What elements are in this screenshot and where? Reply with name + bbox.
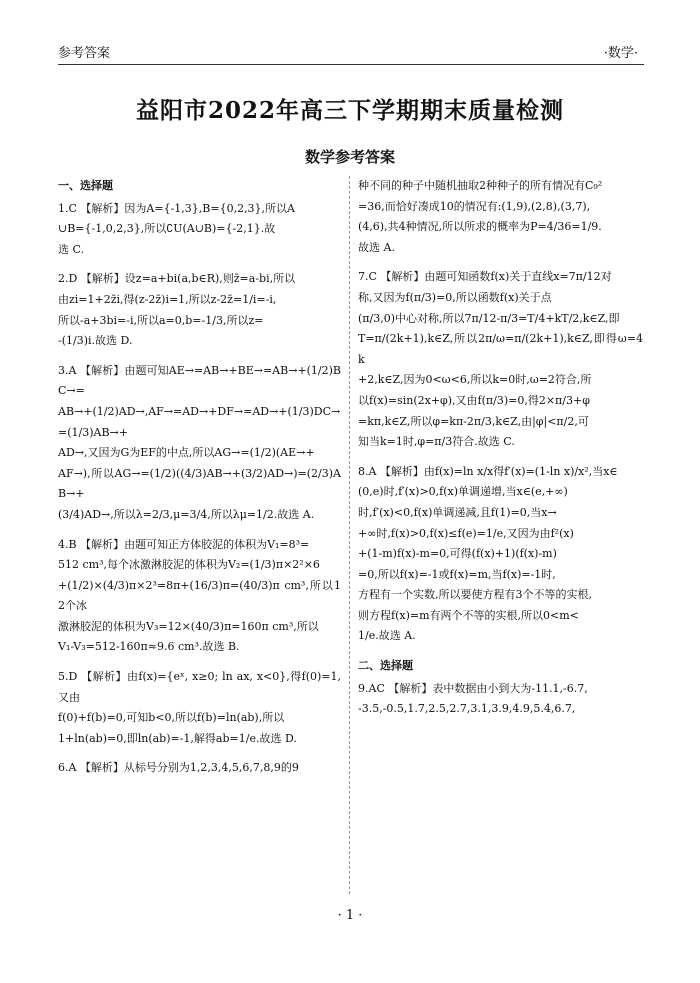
answer-line: 激淋胶泥的体积为V₃=12×(40/3)π=160π cm³,所以 [58,619,319,633]
document-subtitle: 数学参考答案 [304,148,395,166]
answer-line: (3/4)AD→,所以λ=2/3,μ=3/4,所以λμ=1/2.故选 A. [58,507,315,521]
right-answer-list-2 [358,679,643,720]
answer-line: 所以-a+3bi=-i,所以a=0,b=-1/3,所以z= [58,313,264,327]
section-heading-choice: 一、选择题 [58,179,113,192]
answer-line: 5.D 【解析】由f(x)={eˣ, x≥0; ln ax, x<0},得f(0)=1,又由 [58,670,341,704]
answer-line: 时,f′(x)<0,f(x)单调递减,且f(1)=0,当x→ [358,505,557,519]
answer-line: 种不同的种子中随机抽取2种种子的所有情况有C₉² [358,179,603,192]
answer-line: 方程有一个实数,所以要使方程有3个不等的实根, [358,588,592,602]
answer-line: 1.C 【解析】因为A={-1,3},B={0,2,3},所以A [58,201,295,215]
column-divider [349,176,350,894]
answer-line: 512 cm³,每个冰激淋胶泥的体积为V₂=(1/3)π×2²×6 [58,558,320,572]
right-column [358,176,643,729]
answer-line: f(0)+f(b)=0,可知b<0,所以f(b)=ln(ab),所以 [58,711,285,725]
answer-line: 7.C 【解析】由题可知函数f(x)关于直线x=7π/12对 [358,270,612,284]
answer-line: -3.5,-0.5,1.7,2.5,2.7,3.1,3.9,4.9,5.4,6.7, [358,702,576,716]
answer-line: +2,k∈Z,因为0<ω<6,所以k=0时,ω=2符合,所 [358,373,592,387]
answer-line: =0,所以f(x)=-1或f(x)=m,当f(x)=-1时, [358,567,556,581]
answer-item [358,462,643,647]
answer-line: 6.A 【解析】从标号分别为1,2,3,4,5,6,7,8,9的9 [58,761,299,775]
answer-item [358,176,643,258]
answer-line: 1/e.故选 A. [358,629,416,643]
document-title: 益阳市2022年高三下学期期末质量检测 [135,97,564,124]
header-subject-label: ·数学· [603,46,638,61]
section-heading-multi-choice: 二、选择题 [358,659,413,673]
answer-line: 以f(x)=sin(2x+φ),又由f(π/3)=0,得2×π/3+φ [358,393,590,407]
answer-line: 1+ln(ab)=0,即ln(ab)=-1,解得ab=1/e.故选 D. [58,731,297,745]
answer-line: 8.A 【解析】由f(x)=ln x/x得f′(x)=(1-ln x)/x²,当x∈ [358,464,618,478]
answer-line: +∞时,f(x)>0,f(x)≤f(e)=1/e,又因为由f²(x) [358,526,574,540]
left-answer-list [58,199,341,779]
answer-line: AB→+(1/2)AD→,AF→=AD→+DF→=AD→+(1/3)DC→=(1/3)AB→+ [58,404,341,439]
answer-line: 称,又因为f(π/3)=0,所以函数f(x)关于点 [358,290,552,304]
answer-item [58,667,341,749]
answer-line: 则方程f(x)=m有两个不等的实根,所以0<m< [358,608,579,622]
answer-line: V₁-V₃=512-160π≈9.6 cm³.故选 B. [58,640,240,654]
page-number: · 1 · [337,908,363,923]
answer-item [58,269,341,351]
answer-item [58,199,341,261]
answer-line: AD→,又因为G为EF的中点,所以AG→=(1/2)(AE→+ [58,446,315,460]
answer-line: 4.B 【解析】由题可知正方体胶泥的体积为V₁=8³= [58,537,310,551]
answer-item [58,535,341,659]
answer-line: T=π/(2k+1),k∈Z,所以2π/ω=π/(2k+1),k∈Z,即得ω=4k [358,332,643,366]
answer-line: ∪B={-1,0,2,3},所以∁U(A∪B)={-2,1}.故 [58,222,276,236]
answer-line: 3.A 【解析】由题可知AE→=AB→+BE→=AB→+(1/2)BC→= [58,363,341,398]
answer-line: +(1-m)f(x)-m=0,可得(f(x)+1)(f(x)-m) [358,547,557,561]
answer-line: 由zi=1+2z̄i,得(z-2z̄)i=1,所以z-2z̄=1/i=-i, [58,292,277,306]
answer-line: 9.AC 【解析】表中数据由小到大为-11.1,-6.7, [358,681,588,695]
right-answer-list [358,176,643,647]
header-left-label: 参考答案 [58,46,111,61]
answer-line: AF→),所以AG→=(1/2)((4/3)AB→+(3/2)AD→)=(2/3)AB→+ [58,466,341,501]
answer-line: (0,e)时,f′(x)>0,f(x)单调递增,当x∈(e,+∞) [358,485,568,499]
answer-item [58,361,341,526]
answer-line: =kπ,k∈Z,所以φ=kπ-2π/3,k∈Z,由|φ|<π/2,可 [358,414,589,428]
answer-line: 选 C. [58,242,85,256]
answer-line: -(1/3)i.故选 D. [58,334,133,348]
answer-item [58,758,341,779]
answer-item [358,679,643,720]
header-rule [58,64,644,65]
answer-line: 故选 A. [358,240,395,254]
answer-line: =36,而恰好凑成10的情况有:(1,9),(2,8),(3,7), [358,199,591,213]
answer-line: +(1/2)×(4/3)π×2³=8π+(16/3)π=(40/3)π cm³,所以12个冰 [58,578,341,613]
answer-line: 2.D 【解析】设z=a+bi(a,b∈R),则z̄=a-bi,所以 [58,272,296,286]
answer-item [358,267,643,452]
answer-line: 知当k=1时,φ=π/3符合.故选 C. [358,435,515,449]
left-column [58,176,341,788]
answer-line: (π/3,0)中心对称,所以7π/12-π/3=T/4+kT/2,k∈Z,即 [358,311,620,325]
answer-line: (4,6),共4种情况,所以所求的概率为P=4/36=1/9. [358,220,602,234]
page-header [0,0,700,66]
